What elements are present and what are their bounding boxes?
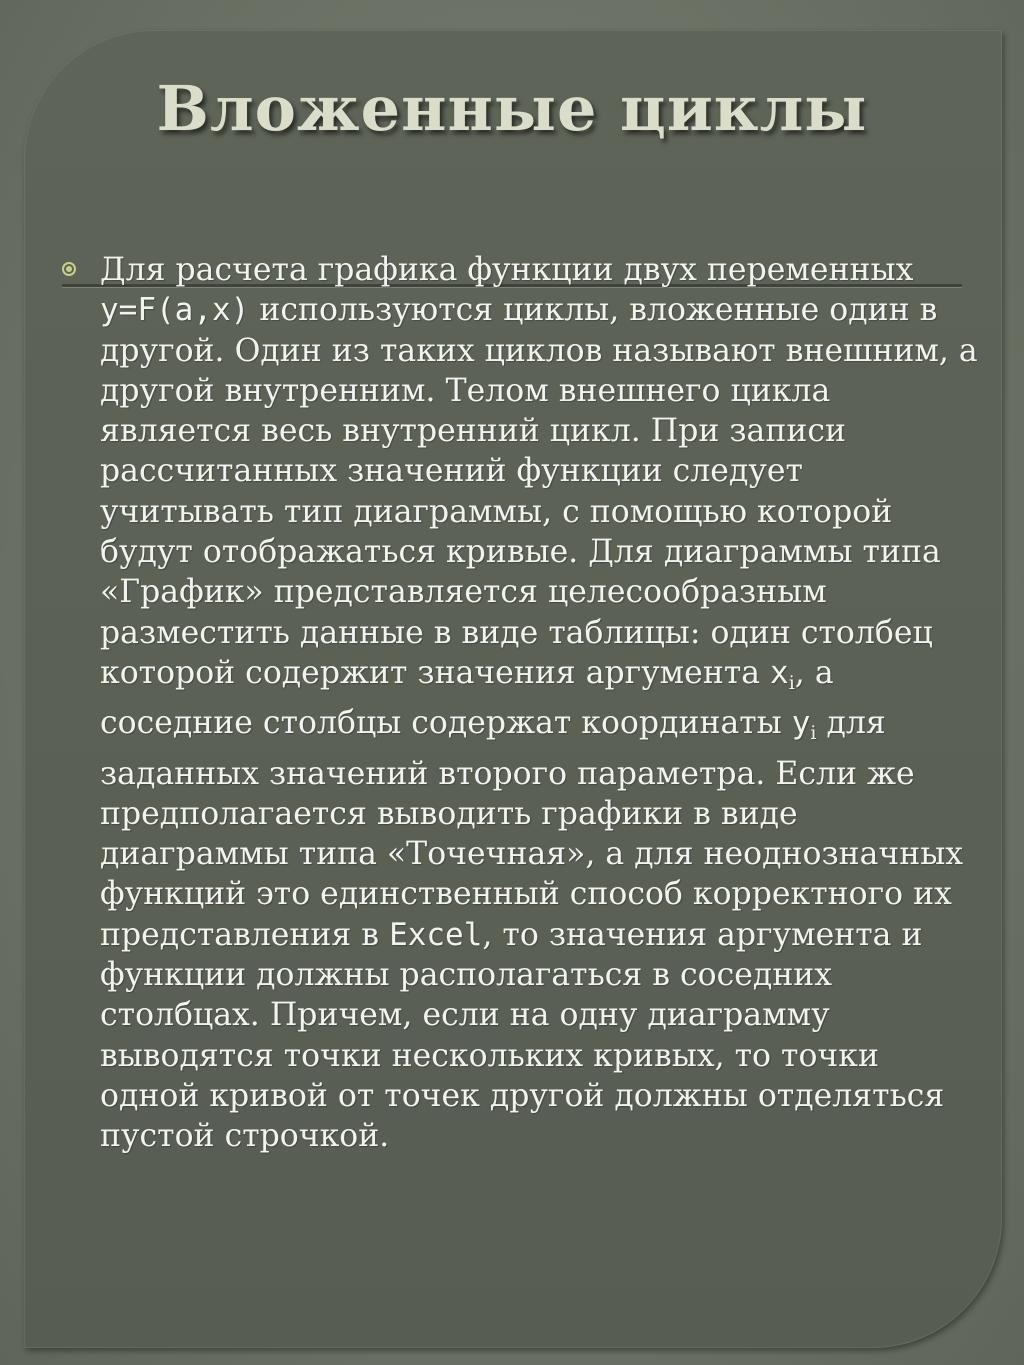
body-text-segment: используются циклы, вложенные один в другой. Один из таких циклов называют внешним, а другой внутренним. Телом внешнего цикла является весь внутренний цикл. При записи рассчитанных значений функции следует учитывать тип диаграммы, с помощью которой будут отображаться кривые. Для диаграммы типа «График» представляется целесообразным разместить данные в виде таблицы: один столбец которой содержит значения аргумента — [100, 292, 978, 691]
subscript-i: i — [810, 722, 817, 745]
variable-x: x — [770, 654, 789, 691]
slide-title: Вложенные циклы — [156, 72, 868, 145]
body-text-segment: для заданных значений второго параметра. Если же предполагается выводить графики в виде диаграммы типа «Точечная», а для неоднозначных функций это единственный способ корректного их представления в — [100, 705, 964, 953]
body-text-segment: , а соседние столбцы содержат координаты — [100, 654, 834, 742]
body-text-segment: , то значения аргумента и функции должны располагаться в соседних столбцах. Причем, если на одну диаграмму выводятся точки нескольких кривых, то точки одной кривой от точек другой должны отделяться пустой строчкой. — [100, 916, 945, 1155]
circle-bullet-icon — [62, 262, 76, 276]
body-paragraph — [100, 250, 980, 1157]
formula-inline: y=F(a,x) — [100, 292, 250, 329]
body-text-segment: Для расчета графика функции двух переменных — [100, 252, 914, 288]
excel-word: Excel — [389, 916, 483, 953]
subscript-i: i — [788, 671, 795, 694]
variable-y: y — [791, 705, 811, 742]
